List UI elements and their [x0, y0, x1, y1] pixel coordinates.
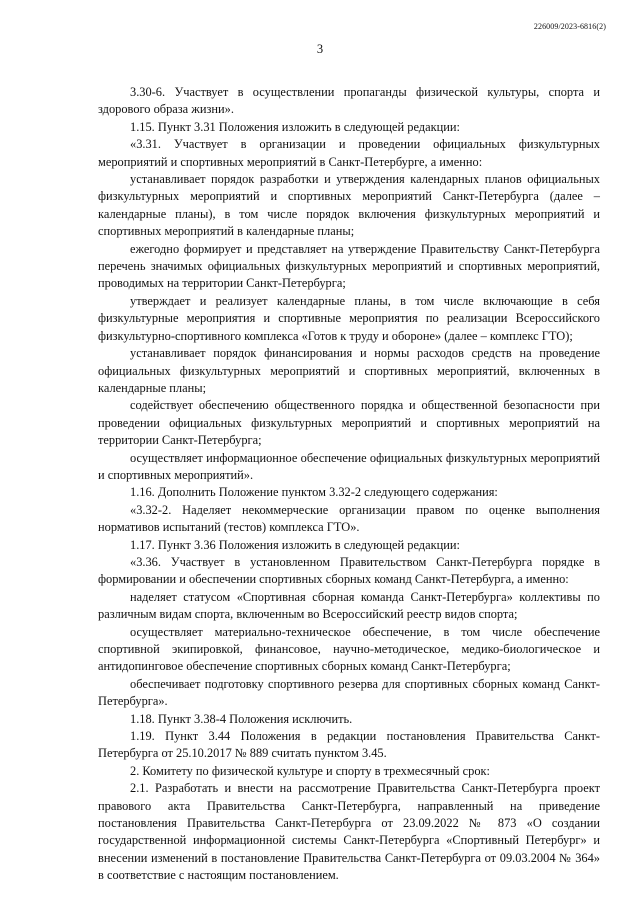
paragraph: «3.32-2. Наделяет некоммерческие организации правом по оценке выполнения нормативов испытаний (тестов) комплекса ГТО». [98, 502, 600, 535]
paragraph: 2. Комитету по физической культуре и спорту в трехмесячный срок: [130, 763, 490, 778]
paragraph: осуществляет материально-техническое обеспечение, в том числе обеспечение спортивной экипировкой, финансовое, научно-методическое, медико-биологическое и антидопинговое обеспечение спортивных сборных команд Санкт-Петербурга; [98, 624, 600, 674]
paragraph: ежегодно формирует и представляет на утверждение Правительству Санкт-Петербурга перечень значимых официальных физкультурных мероприятий и спортивных мероприятий, проводимых на территории Санкт-Петербурга; [98, 241, 600, 291]
paragraph: «3.36. Участвует в установленном Правительством Санкт-Петербурга порядке в формировании и обеспечении спортивных сборных команд Санкт-Петербурга, а именно: [98, 554, 600, 587]
paragraph: 1.18. Пункт 3.38-4 Положения исключить. [130, 711, 353, 726]
paragraph: 1.17. Пункт 3.36 Положения изложить в следующей редакции: [130, 537, 460, 552]
page-number: 3 [316, 42, 324, 56]
paragraph: наделяет статусом «Спортивная сборная команда Санкт-Петербурга» коллективы по различным видам спорта, включенным во Всероссийский реестр видов спорта; [98, 589, 600, 622]
paragraph: «3.31. Участвует в организации и проведении официальных физкультурных мероприятий и спортивных мероприятий в Санкт-Петербурге, а именно: [98, 137, 600, 169]
paragraph: содействует обеспечению общественного порядка и общественной безопасности при проведении официальных физкультурных мероприятий и спортивных мероприятий на территории Санкт-Петербурга; [98, 398, 600, 448]
paragraph: осуществляет информационное обеспечение официальных физкультурных мероприятий и спортивных мероприятий». [98, 450, 600, 482]
paragraph: 1.19. Пункт 3.44 Положения в редакции постановления Правительства Санкт-Петербурга от 25.10.2017 № 889 считать пунктом 3.45. [98, 729, 600, 761]
paragraph: устанавливает порядок разработки и утверждения календарных планов официальных физкультурных мероприятий и спортивных мероприятий Санкт-Петербурга (далее – календарные планы), в том числе порядок включения физкультурных мероприятий и спортивных мероприятий в календарные планы; [98, 172, 600, 239]
document-body [98, 84, 600, 885]
document-id: 226009/2023-6816(2) [533, 22, 606, 31]
paragraph: устанавливает порядок финансирования и нормы расходов средств на проведение официальных физкультурных мероприятий и спортивных мероприятий, включенных в календарные планы; [98, 346, 600, 395]
paragraph: 2.1. Разработать и внести на рассмотрение Правительства Санкт-Петербурга проект правового акта Правительства Санкт-Петербурга, направленный на приведение постановления Правительства Санкт-Петербурга от 23.09.2022 № 873 «О создании государственной информационной системы Санкт-Петербурга «Спортивный Петербург» и внесении изменений в постановление Правительства Санкт-Петербурга от 09.03.2004 № 364» в соответствие с настоящим постановлением. [98, 781, 600, 883]
paragraph: 3.30-6. Участвует в осуществлении пропаганды физической культуры, спорта и здорового образа жизни». [98, 85, 600, 117]
paragraph: 1.15. Пункт 3.31 Положения изложить в следующей редакции: [130, 119, 460, 134]
paragraph: утверждает и реализует календарные планы, в том числе включающие в себя физкультурные мероприятия и спортивные мероприятия по реализации Всероссийского физкультурно-спортивного комплекса «Готов к труду и обороне» (далее – комплекс ГТО); [98, 293, 600, 343]
paragraph: 1.16. Дополнить Положение пунктом 3.32-2 следующего содержания: [130, 485, 498, 500]
paragraph: обеспечивает подготовку спортивного резерва для спортивных сборных команд Санкт-Петербурга». [98, 676, 600, 709]
